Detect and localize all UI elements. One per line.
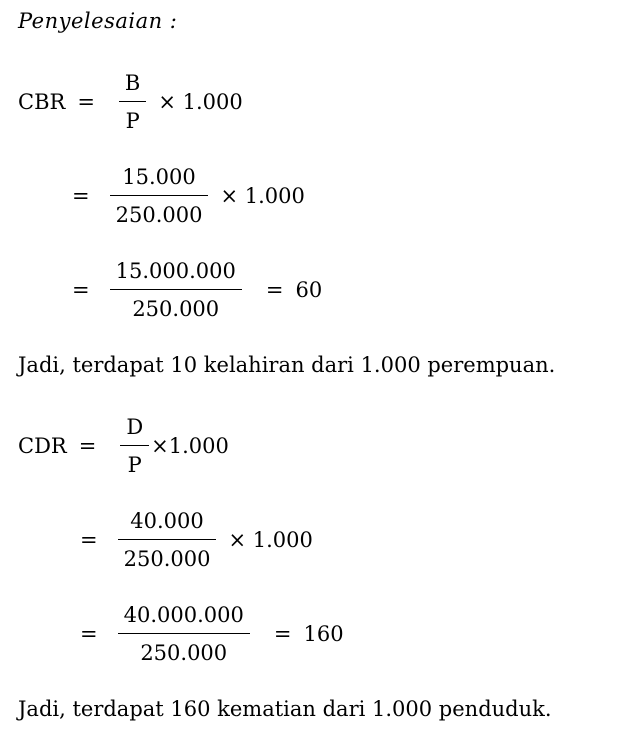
cdr-formula [18,414,229,478]
fraction-numerator: B [124,71,141,95]
cbr-result-value: 60 [295,278,323,302]
equals-sign: = [78,434,97,458]
fraction-numerator: 40.000 [130,509,204,533]
cbr-result-fraction [110,258,242,322]
cbr-substitution-fraction [110,164,209,228]
equals-sign: = [77,90,95,114]
cbr-fraction [119,70,146,134]
fraction-numerator: 15.000.000 [115,259,236,283]
multiplier: ×1.000 [151,434,229,458]
fraction-denominator: 250.000 [123,547,211,571]
equals-sign: = [72,278,90,302]
solution-heading: Penyelesaian : [18,9,178,33]
equals-sign: = [80,528,98,552]
cdr-substitution [80,508,313,572]
fraction-bar [110,289,242,290]
cdr-result [80,602,344,666]
cbr-substitution [72,164,305,228]
fraction-denominator: 250.000 [140,641,228,665]
multiplier: × 1.000 [220,184,305,208]
equals-sign: = [265,278,284,302]
fraction-denominator: P [125,109,140,133]
multiplier: × 1.000 [158,90,243,114]
fraction-bar [119,101,146,102]
cdr-substitution-fraction [118,508,217,572]
equals-sign: = [273,622,292,646]
fraction-denominator: 250.000 [132,297,220,321]
fraction-bar [118,633,250,634]
cbr-label: CBR [18,90,66,114]
cdr-result-value: 160 [303,622,344,646]
cdr-result-fraction [118,602,250,666]
multiplier: × 1.000 [228,528,313,552]
cdr-label: CDR [18,434,67,458]
fraction-numerator: 40.000.000 [123,603,244,627]
cdr-fraction [120,414,149,478]
fraction-numerator: 15.000 [122,165,196,189]
fraction-bar [120,445,149,446]
cbr-formula [18,70,243,134]
fraction-denominator: 250.000 [115,203,203,227]
equals-sign: = [80,622,98,646]
fraction-bar [118,539,217,540]
equals-sign: = [72,184,90,208]
cbr-result [72,258,322,322]
fraction-numerator: D [126,415,144,439]
fraction-denominator: P [127,453,142,477]
cdr-conclusion: Jadi, terdapat 160 kematian dari 1.000 penduduk. [18,697,552,721]
cbr-conclusion: Jadi, terdapat 10 kelahiran dari 1.000 perempuan. [18,353,556,377]
fraction-bar [110,195,209,196]
